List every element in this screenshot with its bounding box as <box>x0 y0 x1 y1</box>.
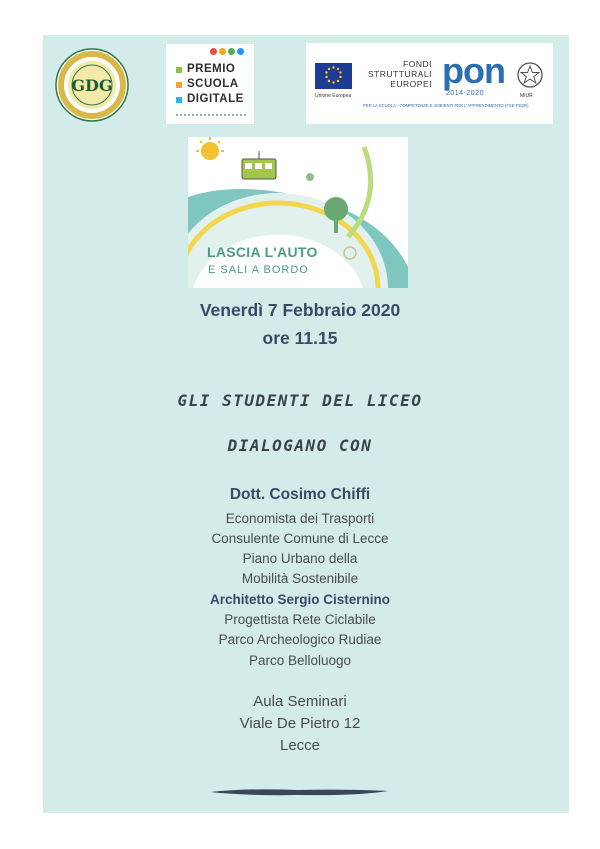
pon-subtitle: PER LA SCUOLA - COMPETENZE E AMBIENTI PER L'APPRENDIMENTO (FSE-FESR) <box>363 103 529 108</box>
brush-divider <box>208 785 390 803</box>
speaker1-line-4: Mobilità Sostenibile <box>241 571 359 586</box>
speaker1-line-1: Economista dei Trasporti <box>225 511 375 526</box>
eu-flag-icon <box>315 63 352 89</box>
school-initials: GDG <box>71 76 113 95</box>
speaker1-line-2: Consulente Comune di Lecce <box>211 531 389 546</box>
speaker2-line-3: Parco Belloluogo <box>248 653 352 668</box>
speaker2-line-1: Progettista Rete Ciclabile <box>224 612 376 627</box>
miur-caption: MIUR <box>520 93 533 99</box>
premio-dots <box>210 48 244 55</box>
fondi-text: FONDI STRUTTURALI EUROPEI <box>367 59 432 89</box>
event-date: Venerdì 7 Febbraio 2020 <box>199 300 401 320</box>
school-logo <box>55 48 129 122</box>
premio-line-2: SCUOLA <box>187 78 239 90</box>
venue-room: Aula Seminari <box>253 693 347 710</box>
premio-line-3: DIGITALE <box>187 93 244 105</box>
eu-caption: Unione Europea <box>315 93 352 99</box>
speaker2-name: Architetto Sergio Cisternino <box>209 592 390 607</box>
headline-students: GLI STUDENTI DEL LICEO <box>177 391 423 410</box>
pon-years: 2014-2020 <box>446 90 484 97</box>
pon-wordmark: pon <box>442 50 505 91</box>
pon-logo <box>306 43 553 124</box>
venue-street: Viale De Pietro 12 <box>239 715 361 732</box>
republic-emblem-icon <box>516 61 544 96</box>
campaign-poster <box>188 137 408 288</box>
headline-dialogue: DIALOGANO CON <box>227 436 373 455</box>
venue-city: Lecce <box>279 737 321 754</box>
premio-scuola-digitale-logo <box>166 44 254 124</box>
poster-line-2: E SALI A BORDO <box>208 264 309 276</box>
speaker1-name: Dott. Cosimo Chiffi <box>229 486 371 503</box>
premio-line-1: PREMIO <box>187 63 236 75</box>
speaker1-line-3: Piano Urbano della <box>242 551 358 566</box>
event-time: ore 11.15 <box>262 328 338 348</box>
speaker2-line-2: Parco Archeologico Rudiae <box>218 632 382 647</box>
poster-line-1: LASCIA L'AUTO <box>207 244 318 260</box>
